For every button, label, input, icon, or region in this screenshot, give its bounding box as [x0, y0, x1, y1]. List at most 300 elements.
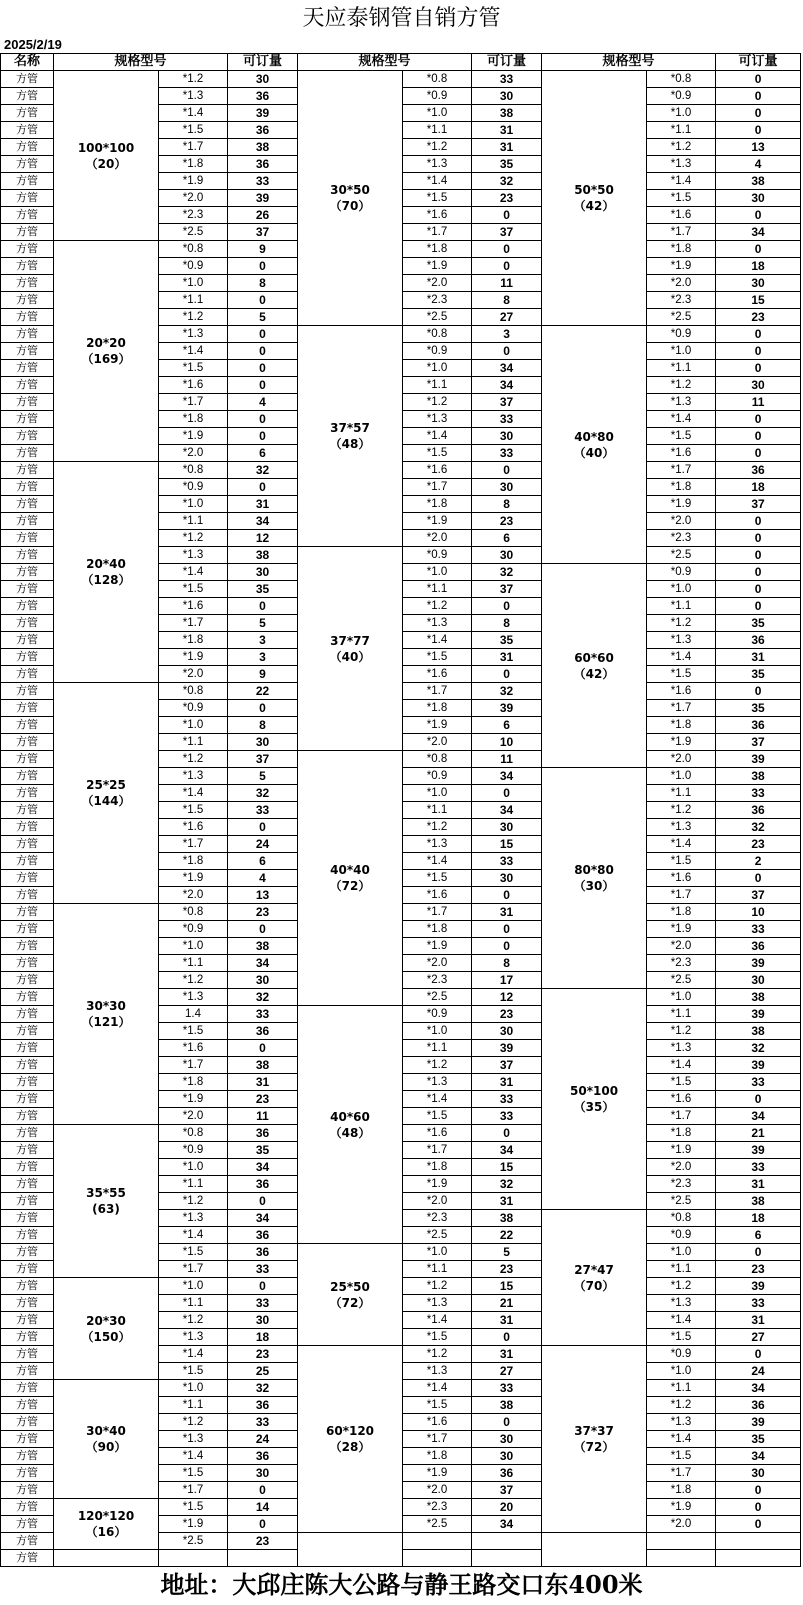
thickness-cell: [159, 1550, 228, 1567]
thickness-cell: *1.0: [159, 1278, 228, 1295]
quantity-cell: 39: [716, 1006, 801, 1023]
header-qty-1: 可订量: [228, 54, 298, 71]
product-name-cell: 方管: [1, 802, 54, 819]
quantity-cell: [472, 1550, 542, 1567]
quantity-cell: 33: [716, 1159, 801, 1176]
thickness-cell: *0.8: [159, 904, 228, 921]
quantity-cell: 15: [472, 1159, 542, 1176]
quantity-cell: 8: [228, 275, 298, 292]
quantity-cell: 8: [472, 615, 542, 632]
product-name-cell: 方管: [1, 445, 54, 462]
thickness-cell: *1.5: [159, 802, 228, 819]
thickness-cell: *2.5: [403, 309, 472, 326]
spec-size-cell: [298, 1346, 403, 1533]
quantity-cell: 37: [472, 224, 542, 241]
thickness-cell: *1.2: [159, 71, 228, 88]
product-name-cell: 方管: [1, 564, 54, 581]
quantity-cell: 34: [228, 1159, 298, 1176]
quantity-cell: 36: [228, 1448, 298, 1465]
spec-size: 40*60: [330, 1109, 370, 1124]
spec-size: 20*40: [86, 557, 126, 571]
thickness-cell: *1.0: [647, 105, 716, 122]
product-name-cell: 方管: [1, 343, 54, 360]
thickness-cell: *1.9: [403, 938, 472, 955]
thickness-cell: *1.2: [159, 751, 228, 768]
thickness-cell: *2.0: [647, 751, 716, 768]
thickness-cell: *2.0: [403, 275, 472, 292]
spec-size: 80*80: [574, 863, 614, 877]
product-name-cell: 方管: [1, 1142, 54, 1159]
quantity-cell: 30: [716, 377, 801, 394]
quantity-cell: 23: [228, 1091, 298, 1108]
quantity-cell: [228, 1550, 298, 1567]
quantity-cell: 14: [228, 1499, 298, 1516]
thickness-cell: *1.6: [403, 666, 472, 683]
table-row: [1, 71, 801, 88]
thickness-cell: *1.2: [647, 615, 716, 632]
spec-count: （70）: [329, 199, 371, 213]
quantity-cell: 39: [716, 751, 801, 768]
quantity-cell: 15: [472, 1278, 542, 1295]
thickness-cell: *1.3: [647, 1040, 716, 1057]
product-name-cell: 方管: [1, 207, 54, 224]
product-name-cell: 方管: [1, 1533, 54, 1550]
product-name-cell: 方管: [1, 1516, 54, 1533]
thickness-cell: *1.2: [159, 972, 228, 989]
thickness-cell: *1.5: [647, 666, 716, 683]
thickness-cell: *2.0: [159, 666, 228, 683]
thickness-cell: *1.2: [647, 377, 716, 394]
thickness-cell: *1.3: [647, 394, 716, 411]
quantity-cell: 37: [228, 224, 298, 241]
thickness-cell: *1.1: [159, 734, 228, 751]
thickness-cell: *1.8: [647, 241, 716, 258]
product-name-cell: 方管: [1, 1312, 54, 1329]
quantity-cell: 33: [472, 1380, 542, 1397]
thickness-cell: *0.8: [403, 751, 472, 768]
thickness-cell: *1.1: [403, 377, 472, 394]
thickness-cell: *1.3: [403, 156, 472, 173]
quantity-cell: 27: [472, 309, 542, 326]
quantity-cell: 36: [228, 1397, 298, 1414]
quantity-cell: 31: [716, 1312, 801, 1329]
thickness-cell: *2.5: [403, 1227, 472, 1244]
quantity-cell: 0: [716, 326, 801, 343]
spec-count: （70）: [573, 1278, 615, 1293]
quantity-cell: 36: [716, 717, 801, 734]
product-name-cell: 方管: [1, 1176, 54, 1193]
spec-count: （121）: [81, 1015, 131, 1029]
product-name-cell: 方管: [1, 819, 54, 836]
thickness-cell: *1.6: [159, 1040, 228, 1057]
quantity-cell: 30: [472, 547, 542, 564]
quantity-cell: 37: [472, 394, 542, 411]
spec-size: 50*100: [570, 1084, 619, 1098]
quantity-cell: 3: [472, 326, 542, 343]
product-name-cell: 方管: [1, 666, 54, 683]
thickness-cell: *1.8: [403, 496, 472, 513]
thickness-cell: *1.3: [159, 1210, 228, 1227]
quantity-cell: 33: [472, 411, 542, 428]
quantity-cell: 36: [716, 802, 801, 819]
thickness-cell: *1.2: [647, 139, 716, 156]
product-name-cell: 方管: [1, 513, 54, 530]
spec-count: （20）: [85, 156, 127, 171]
spec-count: （128）: [81, 573, 131, 587]
quantity-cell: 0: [716, 547, 801, 564]
quantity-cell: 6: [716, 1227, 801, 1244]
thickness-cell: *2.0: [159, 190, 228, 207]
thickness-cell: *1.0: [403, 785, 472, 802]
header-spec-3: 规格型号: [542, 54, 716, 71]
quantity-cell: 0: [716, 411, 801, 428]
product-name-cell: 方管: [1, 1040, 54, 1057]
thickness-cell: *1.0: [159, 275, 228, 292]
quantity-cell: 0: [228, 921, 298, 938]
thickness-cell: *1.5: [159, 1363, 228, 1380]
product-name-cell: 方管: [1, 156, 54, 173]
quantity-cell: 39: [716, 1142, 801, 1159]
thickness-cell: *1.5: [403, 1108, 472, 1125]
thickness-cell: *1.7: [159, 836, 228, 853]
quantity-cell: 39: [716, 1057, 801, 1074]
thickness-cell: *1.6: [647, 1091, 716, 1108]
quantity-cell: 32: [472, 173, 542, 190]
thickness-cell: *1.5: [403, 870, 472, 887]
thickness-cell: *1.1: [647, 1006, 716, 1023]
product-name-cell: 方管: [1, 173, 54, 190]
product-name-cell: 方管: [1, 394, 54, 411]
thickness-cell: *1.7: [647, 887, 716, 904]
thickness-cell: *1.1: [647, 1261, 716, 1278]
quantity-cell: 30: [472, 819, 542, 836]
thickness-cell: *1.2: [159, 530, 228, 547]
spec-size-cell: [54, 1550, 159, 1567]
product-name-cell: 方管: [1, 921, 54, 938]
product-name-cell: 方管: [1, 836, 54, 853]
quantity-cell: 36: [716, 632, 801, 649]
spec-size-cell: [542, 989, 647, 1210]
thickness-cell: *1.1: [403, 802, 472, 819]
product-name-cell: 方管: [1, 258, 54, 275]
quantity-cell: 23: [472, 190, 542, 207]
thickness-cell: *0.9: [647, 1227, 716, 1244]
quantity-cell: 39: [228, 105, 298, 122]
thickness-cell: *2.0: [403, 1193, 472, 1210]
thickness-cell: *1.8: [647, 1482, 716, 1499]
quantity-cell: 0: [228, 1516, 298, 1533]
quantity-cell: 0: [472, 598, 542, 615]
spec-size-cell: [542, 768, 647, 989]
spec-count: (63): [92, 1202, 120, 1216]
quantity-cell: 5: [228, 615, 298, 632]
thickness-cell: *0.8: [159, 1125, 228, 1142]
spec-size-cell: [542, 71, 647, 326]
quantity-cell: 8: [472, 955, 542, 972]
thickness-cell: *2.5: [647, 972, 716, 989]
thickness-cell: *0.8: [159, 683, 228, 700]
thickness-cell: *0.8: [403, 326, 472, 343]
thickness-cell: *1.8: [403, 700, 472, 717]
header-qty-2: 可订量: [472, 54, 542, 71]
quantity-cell: 0: [228, 343, 298, 360]
quantity-cell: 34: [716, 224, 801, 241]
quantity-cell: 33: [716, 1295, 801, 1312]
quantity-cell: 0: [716, 122, 801, 139]
spec-count: （48）: [329, 437, 371, 451]
thickness-cell: *2.0: [403, 955, 472, 972]
thickness-cell: *1.8: [159, 156, 228, 173]
quantity-cell: 33: [228, 802, 298, 819]
thickness-cell: *2.3: [403, 1499, 472, 1516]
quantity-cell: 20: [472, 1499, 542, 1516]
quantity-cell: 0: [716, 88, 801, 105]
thickness-cell: *1.4: [403, 632, 472, 649]
thickness-cell: *1.6: [647, 870, 716, 887]
product-name-cell: 方管: [1, 887, 54, 904]
quantity-cell: 35: [228, 1142, 298, 1159]
spec-count: （40）: [329, 649, 371, 664]
quantity-cell: 10: [716, 904, 801, 921]
thickness-cell: *1.8: [647, 479, 716, 496]
quantity-cell: 21: [472, 1295, 542, 1312]
quantity-cell: 0: [228, 258, 298, 275]
thickness-cell: *1.7: [159, 139, 228, 156]
thickness-cell: *1.1: [159, 1295, 228, 1312]
thickness-cell: *1.0: [647, 989, 716, 1006]
quantity-cell: 5: [228, 309, 298, 326]
thickness-cell: *1.3: [647, 1414, 716, 1431]
quantity-cell: 0: [472, 666, 542, 683]
quantity-cell: 35: [716, 615, 801, 632]
quantity-cell: 30: [472, 1023, 542, 1040]
quantity-cell: 36: [716, 1397, 801, 1414]
quantity-cell: 37: [716, 496, 801, 513]
product-name-cell: 方管: [1, 1482, 54, 1499]
thickness-cell: *1.0: [403, 360, 472, 377]
quantity-cell: 33: [228, 1261, 298, 1278]
quantity-cell: 0: [472, 241, 542, 258]
quantity-cell: 4: [716, 156, 801, 173]
spec-size: 100*100: [77, 140, 135, 155]
thickness-cell: *1.3: [159, 1329, 228, 1346]
thickness-cell: *1.5: [647, 190, 716, 207]
quantity-cell: 24: [228, 1431, 298, 1448]
thickness-cell: *2.3: [647, 292, 716, 309]
quantity-cell: 3: [228, 649, 298, 666]
product-name-cell: 方管: [1, 955, 54, 972]
quantity-cell: 18: [716, 479, 801, 496]
thickness-cell: *1.1: [159, 1176, 228, 1193]
thickness-cell: *0.9: [159, 1142, 228, 1159]
thickness-cell: *1.4: [647, 173, 716, 190]
quantity-cell: 0: [228, 1040, 298, 1057]
thickness-cell: *1.5: [403, 190, 472, 207]
thickness-cell: *1.5: [159, 1499, 228, 1516]
thickness-cell: *1.8: [159, 632, 228, 649]
spec-size-cell: [298, 1244, 403, 1346]
thickness-cell: *1.1: [403, 122, 472, 139]
spec-size-cell: [54, 462, 159, 683]
quantity-cell: 34: [472, 768, 542, 785]
thickness-cell: *1.9: [403, 1465, 472, 1482]
spec-count: （42）: [573, 666, 615, 681]
quantity-cell: 38: [716, 1193, 801, 1210]
quantity-cell: 0: [228, 360, 298, 377]
quantity-cell: 38: [228, 547, 298, 564]
thickness-cell: *1.2: [159, 1193, 228, 1210]
thickness-cell: *1.5: [403, 445, 472, 462]
thickness-cell: *0.9: [159, 258, 228, 275]
product-name-cell: 方管: [1, 683, 54, 700]
quantity-cell: 38: [228, 938, 298, 955]
thickness-cell: *1.3: [403, 615, 472, 632]
thickness-cell: *1.8: [647, 1125, 716, 1142]
quantity-cell: 38: [716, 173, 801, 190]
thickness-cell: *1.2: [403, 819, 472, 836]
quantity-cell: 11: [228, 1108, 298, 1125]
quantity-cell: 15: [716, 292, 801, 309]
thickness-cell: *1.7: [403, 224, 472, 241]
thickness-cell: *1.2: [403, 1057, 472, 1074]
spec-size: 120*120: [77, 1509, 135, 1523]
thickness-cell: *0.8: [159, 462, 228, 479]
thickness-cell: *0.9: [403, 547, 472, 564]
quantity-cell: 23: [472, 513, 542, 530]
quantity-cell: 34: [472, 1142, 542, 1159]
product-name-cell: 方管: [1, 1499, 54, 1516]
product-name-cell: 方管: [1, 71, 54, 88]
thickness-cell: *1.2: [647, 1397, 716, 1414]
quantity-cell: 6: [472, 530, 542, 547]
product-name-cell: 方管: [1, 1329, 54, 1346]
thickness-cell: *1.5: [159, 1023, 228, 1040]
thickness-cell: *1.7: [647, 462, 716, 479]
thickness-cell: *1.1: [403, 1040, 472, 1057]
thickness-cell: *1.3: [159, 768, 228, 785]
thickness-cell: [647, 1533, 716, 1550]
thickness-cell: *1.3: [403, 1074, 472, 1091]
quantity-cell: 0: [228, 700, 298, 717]
quantity-cell: 0: [228, 428, 298, 445]
spec-size: 25*50: [330, 1279, 370, 1294]
thickness-cell: *1.0: [647, 1244, 716, 1261]
product-name-cell: 方管: [1, 1006, 54, 1023]
product-name-cell: 方管: [1, 326, 54, 343]
quantity-cell: 0: [228, 377, 298, 394]
thickness-cell: *1.4: [159, 1346, 228, 1363]
thickness-cell: *1.7: [159, 1057, 228, 1074]
thickness-cell: [403, 1550, 472, 1567]
product-name-cell: 方管: [1, 462, 54, 479]
spec-size: 60*60: [574, 650, 614, 665]
quantity-cell: 39: [472, 1040, 542, 1057]
quantity-cell: 2: [716, 853, 801, 870]
quantity-cell: 33: [228, 1006, 298, 1023]
thickness-cell: *1.9: [159, 870, 228, 887]
product-name-cell: 方管: [1, 1414, 54, 1431]
quantity-cell: 12: [472, 989, 542, 1006]
thickness-cell: *1.0: [647, 581, 716, 598]
product-name-cell: 方管: [1, 241, 54, 258]
quantity-cell: 36: [228, 1244, 298, 1261]
quantity-cell: 31: [472, 1312, 542, 1329]
product-name-cell: 方管: [1, 1278, 54, 1295]
spec-count: （144）: [81, 794, 131, 808]
quantity-cell: 15: [472, 836, 542, 853]
quantity-cell: 33: [472, 1108, 542, 1125]
thickness-cell: *1.1: [159, 1397, 228, 1414]
quantity-cell: 32: [716, 819, 801, 836]
thickness-cell: *1.6: [403, 1414, 472, 1431]
thickness-cell: *1.4: [403, 1312, 472, 1329]
quantity-cell: 30: [472, 88, 542, 105]
thickness-cell: *1.0: [159, 717, 228, 734]
product-name-cell: 方管: [1, 1023, 54, 1040]
quantity-cell: 35: [472, 156, 542, 173]
thickness-cell: *1.1: [159, 292, 228, 309]
thickness-cell: *1.4: [647, 649, 716, 666]
quantity-cell: 0: [716, 105, 801, 122]
spec-size-cell: [54, 1499, 159, 1550]
quantity-cell: 35: [716, 1431, 801, 1448]
quantity-cell: 13: [228, 887, 298, 904]
quantity-cell: 30: [472, 428, 542, 445]
quantity-cell: 18: [228, 1329, 298, 1346]
quantity-cell: 34: [716, 1448, 801, 1465]
thickness-cell: *1.7: [647, 1465, 716, 1482]
product-name-cell: 方管: [1, 292, 54, 309]
quantity-cell: 31: [228, 1074, 298, 1091]
thickness-cell: *1.4: [159, 564, 228, 581]
spec-size: 20*30: [86, 1313, 126, 1328]
quantity-cell: 32: [472, 683, 542, 700]
thickness-cell: *1.6: [403, 462, 472, 479]
thickness-cell: *1.3: [403, 1363, 472, 1380]
quantity-cell: 38: [472, 105, 542, 122]
thickness-cell: *1.7: [403, 479, 472, 496]
thickness-cell: *1.5: [647, 1329, 716, 1346]
quantity-cell: 0: [228, 1193, 298, 1210]
quantity-cell: 34: [472, 377, 542, 394]
spec-count: （169）: [81, 352, 131, 366]
thickness-cell: *2.3: [159, 207, 228, 224]
product-name-cell: 方管: [1, 751, 54, 768]
product-name-cell: 方管: [1, 360, 54, 377]
product-name-cell: 方管: [1, 938, 54, 955]
thickness-cell: *2.0: [159, 887, 228, 904]
thickness-cell: *1.2: [159, 309, 228, 326]
product-name-cell: 方管: [1, 768, 54, 785]
quantity-cell: 0: [472, 207, 542, 224]
spec-count: （16）: [85, 1525, 127, 1539]
thickness-cell: *1.3: [647, 632, 716, 649]
product-name-cell: 方管: [1, 1363, 54, 1380]
thickness-cell: *0.9: [159, 479, 228, 496]
product-name-cell: 方管: [1, 547, 54, 564]
thickness-cell: *1.8: [403, 241, 472, 258]
spec-count: （35）: [573, 1100, 615, 1114]
thickness-cell: *1.7: [403, 1431, 472, 1448]
thickness-cell: *1.0: [647, 343, 716, 360]
quantity-cell: 34: [228, 1210, 298, 1227]
quantity-cell: 36: [716, 938, 801, 955]
quantity-cell: 30: [472, 1431, 542, 1448]
product-name-cell: 方管: [1, 428, 54, 445]
thickness-cell: *1.7: [403, 904, 472, 921]
stock-table-body: [1, 71, 801, 1567]
thickness-cell: *1.6: [403, 887, 472, 904]
